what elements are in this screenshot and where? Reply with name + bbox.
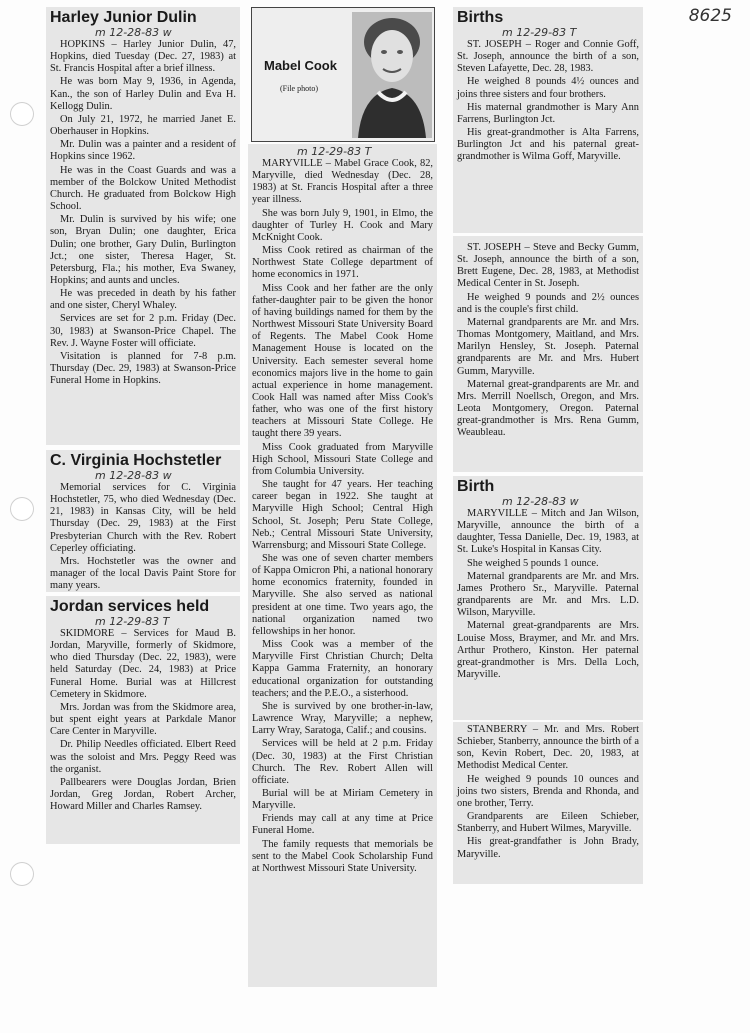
birth-schieber [453, 722, 643, 884]
paragraph: Maternal great-grandparents are Mrs. Louise Moss, Braymer, and Mr. and Mrs. Arthur Prothero, Kinston. Her paternal great-grandmother is Mrs. Della Loch, Maryville. [457, 620, 639, 681]
paragraph: He was born May 9, 1936, in Agenda, Kan., the son of Harley Dulin and Eva H. Kellogg Dulin. [50, 76, 236, 112]
paragraph: Maternal grandparents are Mr. and Mrs. Thomas Montgomery, Maitland, and Mrs. Marilyn Hensley, St. Joseph. Paternal grandparents are Mr. and Mrs. Hubert Gumm, Maryville. [457, 316, 639, 377]
binder-hole-3 [10, 862, 34, 886]
paragraph: His great-grandfather is John Brady, Maryville. [457, 836, 639, 860]
paragraph: ST. JOSEPH – Roger and Connie Goff, St. Joseph, announce the birth of a son, Steven Lafayette, Dec. 28, 1983. [457, 39, 639, 75]
paragraph: His great-grandmother is Alta Farrens, Burlington Jct and his paternal great-grandmother is Wilma Goff, Maryville. [457, 127, 639, 163]
portrait-illustration [352, 12, 432, 138]
article-body [457, 238, 639, 440]
paragraph: Maternal grandparents are Mr. and Mrs. James Prothero Sr., Maryville. Paternal grandparents are Mr. and Mrs. L.D. Wilson, Maryville. [457, 570, 639, 619]
obituary-cook [248, 144, 437, 987]
paragraph: She was born July 9, 1901, in Elmo, the daughter of Turley H. Cook and Mary McKnight Cook. [252, 207, 433, 243]
article-body [457, 39, 639, 164]
paragraph: Services are set for 2 p.m. Friday (Dec. 30, 1983) at Swanson-Price Chapel. The Rev. J. Wayne Foster will officiate. [50, 313, 236, 349]
paragraph: His maternal grandmother is Mary Ann Farrens, Burlington Jct. [457, 101, 639, 125]
paragraph: Friends may call at any time at Price Funeral Home. [252, 813, 433, 837]
paragraph: He weighed 8 pounds 4½ ounces and joins three sisters and four brothers. [457, 76, 639, 100]
headline-jordan: Jordan services held [50, 598, 210, 615]
article-body [50, 628, 236, 813]
paragraph: Memorial services for C. Virginia Hochstetler, 75, who died Wednesday (Dec. 21, 1983) in Kansas City, will be held Thursday (Dec. 29, 1983) at the First Presbyterian Church with the Rev. Robert Ceperley officiating. [50, 482, 236, 554]
article-body [457, 508, 639, 681]
paragraph: Grandparents are Eileen Schieber, Stanberry, and Hubert Wilmes, Maryville. [457, 811, 639, 835]
paragraph: Mrs. Jordan was from the Skidmore area, but spent eight years at Parkdale Manor Care Center in Maryville. [50, 701, 236, 738]
portrait-photo [352, 12, 432, 138]
obituary-dulin [46, 7, 240, 445]
binder-hole-2 [10, 497, 34, 521]
headline-hochstetler: C. Virginia Hochstetler [50, 452, 222, 469]
handwritten-date: m 12-29-83 T [502, 26, 577, 39]
paragraph: He was in the Coast Guards and was a member of the Bolckow United Methodist Church. He graduated from Bolckow High School. [50, 164, 236, 213]
article-body [50, 482, 236, 592]
paragraph: Dr. Philip Needles officiated. Elbert Reed was the soloist and Mrs. Peggy Reed was the organist. [50, 739, 236, 775]
paragraph: On July 21, 1972, he married Janet E. Oberhauser in Hopkins. [50, 113, 236, 138]
paragraph: The family requests that memorials be sent to the Mabel Cook Scholarship Fund at Northwest Missouri State University. [252, 838, 433, 874]
paragraph: MARYVILLE – Mitch and Jan Wilson, Maryville, announce the birth of a daughter, Tessa Danielle, Dec. 19, 1983, at St. Luke's Hospital in Kansas City. [457, 508, 639, 556]
paragraph: She is survived by one brother-in-law, Lawrence Wray, Maryville; a nephew, Larry Wray, Saratoga, Calif.; and cousins. [252, 700, 433, 737]
birth-wilson [453, 476, 643, 720]
obituary-jordan [46, 596, 240, 844]
paragraph: Pallbearers were Douglas Jordan, Brien Jordan, Greg Jordan, Robert Archer, Howard Miller and Charles Ramsey. [50, 776, 236, 813]
paragraph: He weighed 9 pounds and 2½ ounces and is the couple's first child. [457, 291, 639, 315]
handwritten-date: m 12-29-83 T [297, 145, 372, 158]
paragraph: Miss Cook and her father are the only father-daughter pair to be given the honor of having buildings named for them by the Northwest Missouri State University Board of Regents. The Mabel Cook Home Management House is located on the University. Each semester several home economics majors live in the home to gain actual experience in home management. Cook Hall was named after Miss Cook's father, who was one of the first history teachers at Missouri State College. He taught there 39 years. [252, 282, 433, 440]
paragraph: MARYVILLE – Mabel Grace Cook, 82, Maryville, died Wednesday (Dec. 28, 1983) at St. Francis Hospital after a three year illness. [252, 158, 433, 206]
article-body [457, 724, 639, 861]
headline-births: Births [457, 9, 504, 26]
paragraph: HOPKINS – Harley Junior Dulin, 47, Hopkins, died Tuesday (Dec. 27, 1983) at St. Francis Hospital after a brief illness. [50, 39, 236, 75]
paragraph: She taught for 47 years. Her teaching career began in 1922. She taught at Maryville High School; Central High School, St. Joseph; Peru State College, Neb.; Central Missouri State University, Warrensburg; and Missouri State College. [252, 479, 433, 551]
binder-hole-1 [10, 102, 34, 126]
headline-dulin: Harley Junior Dulin [50, 9, 197, 26]
births-goff [453, 7, 643, 233]
paragraph: Mrs. Hochstetler was the owner and manager of the local Davis Paint Store for many years. [50, 555, 236, 592]
paragraph: Miss Cook retired as chairman of the Northwest State College department of home economics in 1971. [252, 245, 433, 281]
paragraph: Maternal great-grandparents are Mr. and Mrs. Merrill Noellsch, Oregon, and Mrs. Leota Montgomery, Oregon. Paternal great-grandmother is Mrs. Rena Gumm, Weaubleau. [457, 378, 639, 439]
births-gumm [453, 236, 643, 472]
paragraph: He weighed 9 pounds 10 ounces and joins two sisters, Brenda and Rhonda, and one brother, Terry. [457, 773, 639, 809]
paragraph: Burial will be at Miriam Cemetery in Maryville. [252, 787, 433, 812]
paragraph: Visitation is planned for 7-8 p.m. Thursday (Dec. 29, 1983) at Swanson-Price Funeral Home in Hopkins. [50, 350, 236, 387]
paragraph: ST. JOSEPH – Steve and Becky Gumm, St. Joseph, announce the birth of a son, Brett Eugene, Dec. 28, 1983, at Methodist Medical Center in St. Joseph. [457, 242, 639, 290]
paragraph: Miss Cook was a member of the Maryville First Christian Church; Delta Kappa Gamma Fraternity, an honorary educational organization for outstanding teachers; and the P.E.O., a sisterhood. [252, 639, 433, 699]
paragraph: Mr. Dulin was a painter and a resident of Hopkins since 1962. [50, 139, 236, 163]
handwritten-date: m 12-29-83 T [95, 615, 170, 628]
handwritten-date: m 12-28-83 w [95, 469, 172, 482]
photo-caption: (File photo) [280, 84, 318, 93]
paragraph: Mr. Dulin is survived by his wife; one son, Bryan Dulin; one daughter, Erica Dulin; one brother, Gary Dulin, Burlington Jct.; one sister, Theresa Hager, St. Petersburg, Fla.; his mother, Eva Swaney, Hopkins; and aunts and uncles. [50, 214, 236, 286]
article-body [50, 39, 236, 387]
handwritten-date: m 12-28-83 w [95, 26, 172, 39]
handwritten-date: m 12-28-83 w [502, 495, 579, 508]
paragraph: Services will be held at 2 p.m. Friday (Dec. 30, 1983) at the First Christian Church. The Rev. Robert Allen will officiate. [252, 738, 433, 786]
paragraph: SKIDMORE – Services for Maud B. Jordan, Maryville, formerly of Skidmore, who died Thursday (Dec. 22, 1983), were held Saturday (Dec. 24, 1983) at Price Funeral Home. Burial was at Hillcrest Cemetery in Skidmore. [50, 628, 236, 700]
photo-box-mabel-cook [251, 7, 435, 142]
article-body [252, 158, 433, 875]
paragraph: STANBERRY – Mr. and Mrs. Robert Schieber, Stanberry, announce the birth of a son, Kevin Robert, Dec. 20, 1983, at Methodist Medical Center. [457, 724, 639, 772]
obituary-hochstetler [46, 450, 240, 592]
headline-birth: Birth [457, 478, 495, 495]
paragraph: Miss Cook graduated from Maryville High School, Missouri State College and from Columbia University. [252, 441, 433, 477]
paragraph: She was one of seven charter members of Kappa Omicron Phi, a national honorary home economics fraternity, founded in Maryville. She also served as national president at one time. Two years ago, the national organization named two fellowships in her honor. [252, 553, 433, 637]
photo-name: Mabel Cook [264, 58, 337, 73]
paragraph: She weighed 5 pounds 1 ounce. [467, 557, 599, 569]
page-number: 8625 [688, 6, 732, 26]
paragraph: He was preceded in death by his father and one sister, Cheryl Whaley. [50, 288, 236, 312]
